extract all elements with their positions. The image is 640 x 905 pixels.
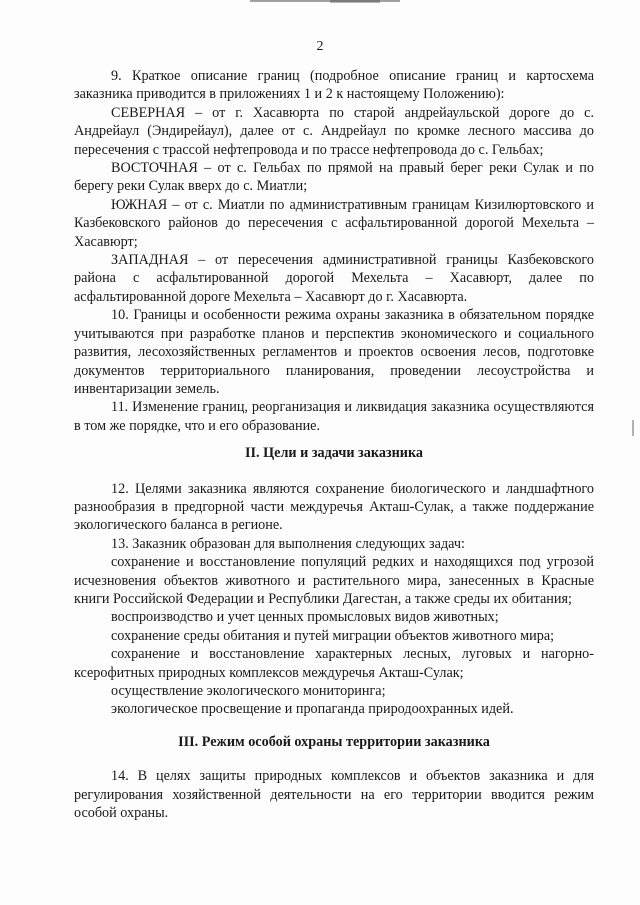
scan-artifact-top-mark [330,0,380,3]
boundary-north: СЕВЕРНАЯ – от г. Хасавюрта по старой андрейаульской дороге до с. Андрейаул (Эндирейаул), далее от с. Андрейаул по кромке лесного массива до пересечения с трассой нефтепровода и по трассе нефтепровода до с. Гельбах; [74,104,594,158]
page-number: 2 [316,39,324,54]
task-item: осуществление экологического мониторинга; [111,683,386,699]
paragraph-9: 9. Краткое описание границ (подробное описание границ и картосхема заказника приводится в приложениях 1 и 2 к настоящему Положению): [74,68,594,103]
paragraph-14: 14. В целях защиты природных комплексов и объектов заказника и для регулирования хозяйственной деятельности на его территории вводится режим особой охраны. [74,768,594,822]
task-item: сохранение среды обитания и путей миграции объектов животного мира; [111,627,555,644]
section-heading-3: III. Режим особой охраны территории заказника [178,733,490,750]
scan-artifact-right [632,420,634,436]
task-item: воспроизводство и учет ценных промысловых видов животных; [111,609,499,626]
paragraph-10: 10. Границы и особенности режима охраны заказника в обязательном порядке учитываются при разработке планов и перспектив экономического и социального развития, лесохозяйственных регламентов и проектов освоения лесов, подготовке документов территориального планирования, проведении лесоустройства и инвентаризации земель. [74,307,594,397]
document-body [74,67,594,822]
task-item: экологическое просвещение и пропаганда природоохранных идей. [111,701,514,718]
paragraph-13: 13. Заказник образован для выполнения следующих задач: [111,535,465,552]
task-item: сохранение и восстановление характерных лесных, луговых и нагорно-ксерофитных природных комплексов междуречья Акташ-Сулак; [74,646,594,681]
paragraph-11: 11. Изменение границ, реорганизация и ликвидация заказника осуществляются в том же порядке, что и его образование. [74,399,594,434]
boundary-south: ЮЖНАЯ – от с. Миатли по административным границам Кизилюртовского и Казбековского районов до пересечения с асфальтированной дорогой Мехельта – Хасавюрт; [74,196,594,250]
paragraph-12: 12. Целями заказника являются сохранение биологического и ландшафтного разнообразия в предгорной части междуречья Акташ-Сулак, а также поддержание экологического баланса в регионе. [74,480,594,534]
task-item: сохранение и восстановление популяций редких и находящихся под угрозой исчезновения объектов животного и растительного мира, занесенных в Красные книги Российской Федерации и Республики Дагестан, а также среды их обитания; [74,554,594,607]
boundary-east: ВОСТОЧНАЯ – от с. Гельбах по прямой на правый берег реки Сулак и по берегу реки Сулак вверх до с. Миатли; [74,160,594,195]
boundary-west: ЗАПАДНАЯ – от пересечения административной границы Казбековского района с асфальтированной дорогой Мехельта – Хасавюрт, далее по асфальтированной дороге Мехельта – Хасавюрт до г. Хасавюрта. [74,252,594,305]
section-heading-2: II. Цели и задачи заказника [244,445,424,462]
